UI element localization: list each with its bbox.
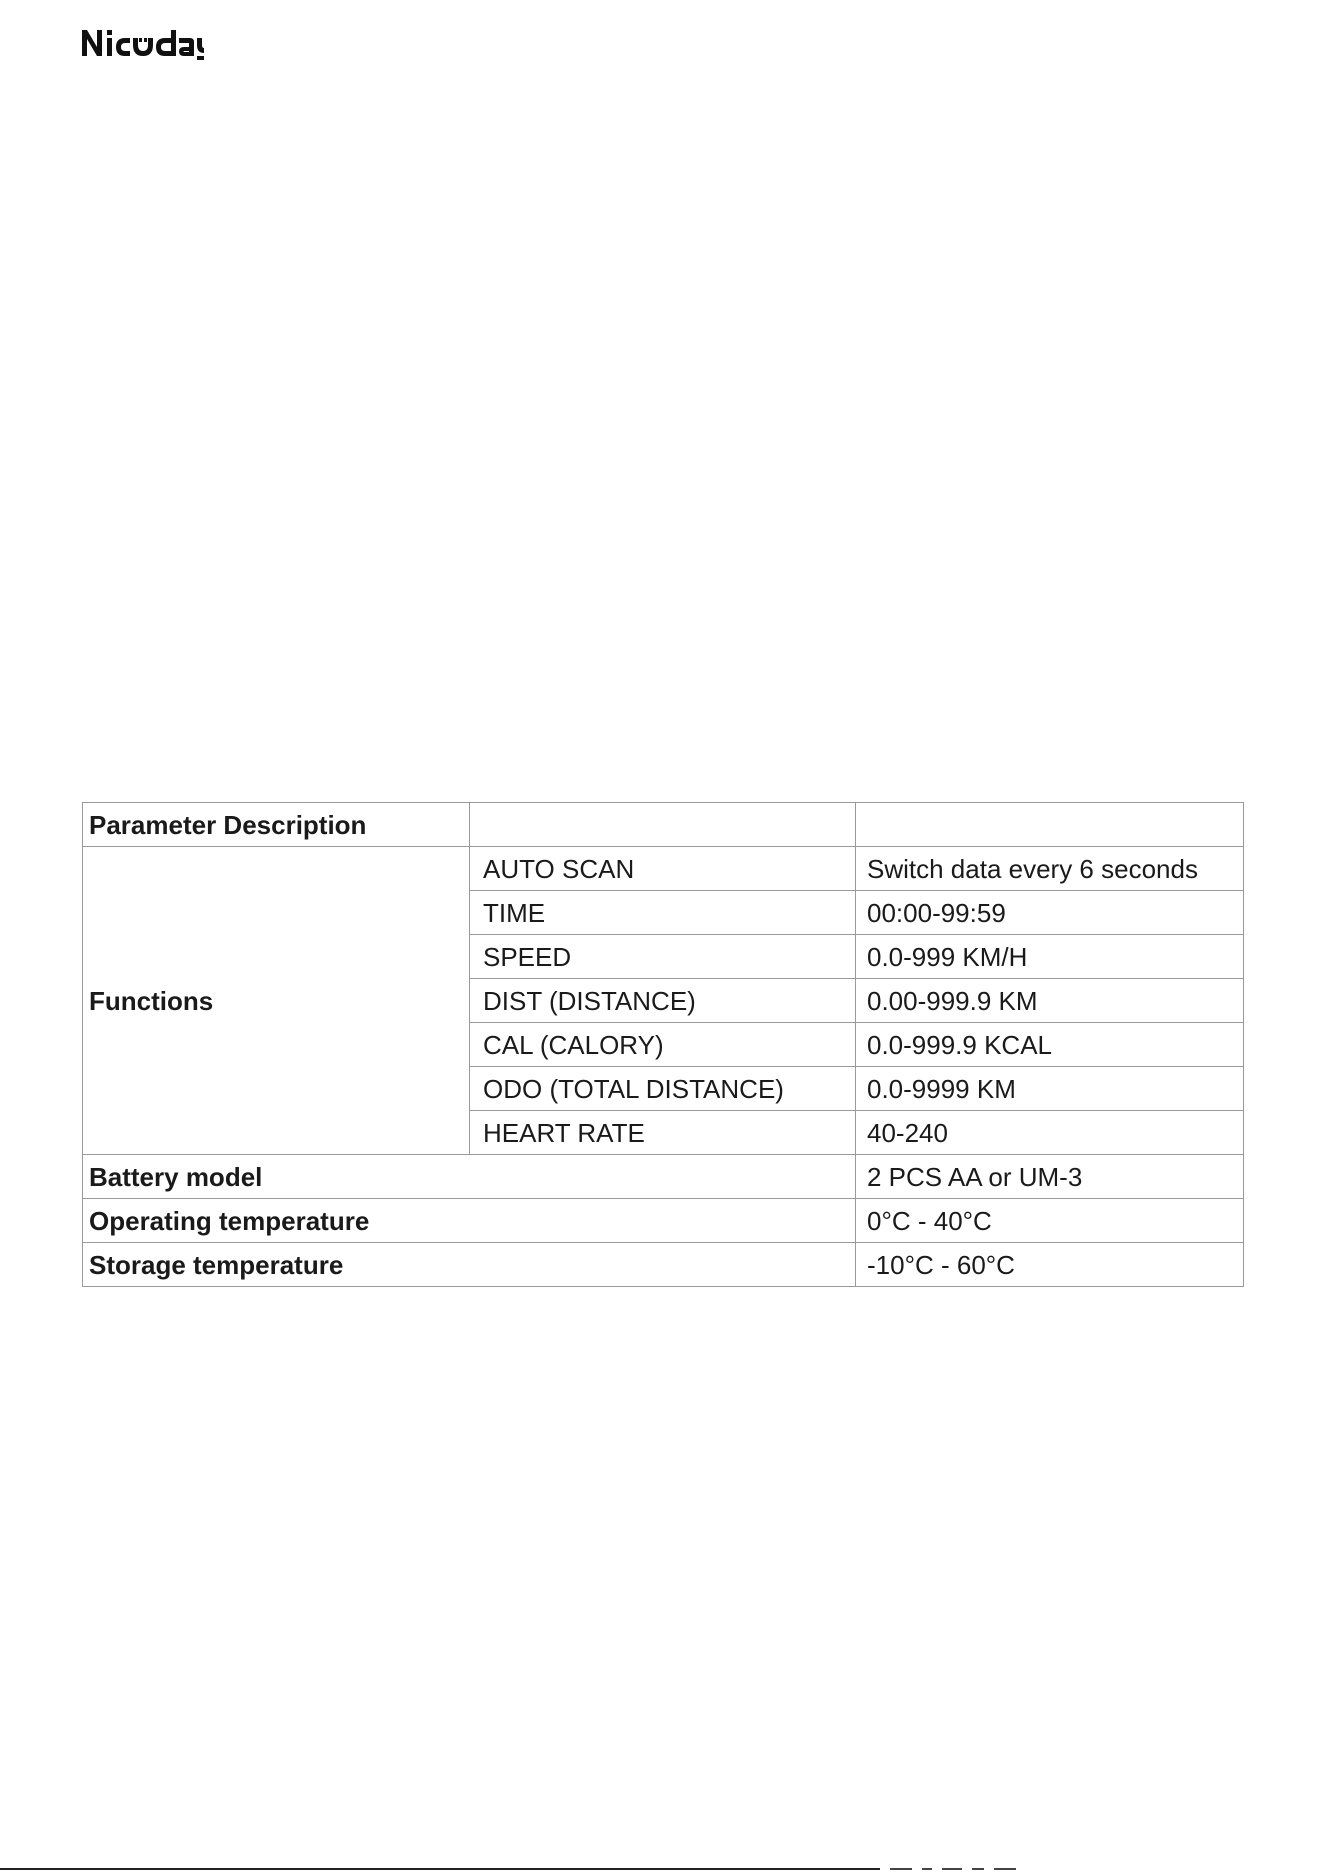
- table-row: [83, 1199, 1244, 1243]
- table-header-cell: [470, 803, 856, 847]
- function-name: CAL (CALORY): [470, 1023, 856, 1067]
- function-name: HEART RATE: [470, 1111, 856, 1155]
- function-name: TIME: [470, 891, 856, 935]
- page-bottom-marks: [890, 1868, 1016, 1870]
- table-header-cell: [856, 803, 1244, 847]
- table-row: [83, 803, 1244, 847]
- function-value: 0.0-9999 KM: [856, 1067, 1244, 1111]
- storage-temperature-value: -10°C - 60°C: [856, 1243, 1244, 1287]
- function-name: SPEED: [470, 935, 856, 979]
- function-name: AUTO SCAN: [470, 847, 856, 891]
- battery-model-label: Battery model: [83, 1155, 856, 1199]
- operating-temperature-value: 0°C - 40°C: [856, 1199, 1244, 1243]
- function-value: 0.0-999.9 KCAL: [856, 1023, 1244, 1067]
- function-name: DIST (DISTANCE): [470, 979, 856, 1023]
- function-value: 00:00-99:59: [856, 891, 1244, 935]
- functions-label: Functions: [83, 847, 470, 1155]
- function-value: 40-240: [856, 1111, 1244, 1155]
- table-row: [83, 847, 1244, 891]
- brand-logo: [80, 24, 204, 60]
- niceday-logo-icon: [80, 24, 204, 60]
- battery-model-value: 2 PCS AA or UM-3: [856, 1155, 1244, 1199]
- page-bottom-rule: [0, 1868, 880, 1870]
- storage-temperature-label: Storage temperature: [83, 1243, 856, 1287]
- function-value: 0.0-999 KM/H: [856, 935, 1244, 979]
- function-value: Switch data every 6 seconds: [856, 847, 1244, 891]
- table-row: [83, 1155, 1244, 1199]
- function-name: ODO (TOTAL DISTANCE): [470, 1067, 856, 1111]
- operating-temperature-label: Operating temperature: [83, 1199, 856, 1243]
- function-value: 0.00-999.9 KM: [856, 979, 1244, 1023]
- spec-table: [82, 802, 1244, 1287]
- table-header-label: Parameter Description: [83, 803, 470, 847]
- table-row: [83, 1243, 1244, 1287]
